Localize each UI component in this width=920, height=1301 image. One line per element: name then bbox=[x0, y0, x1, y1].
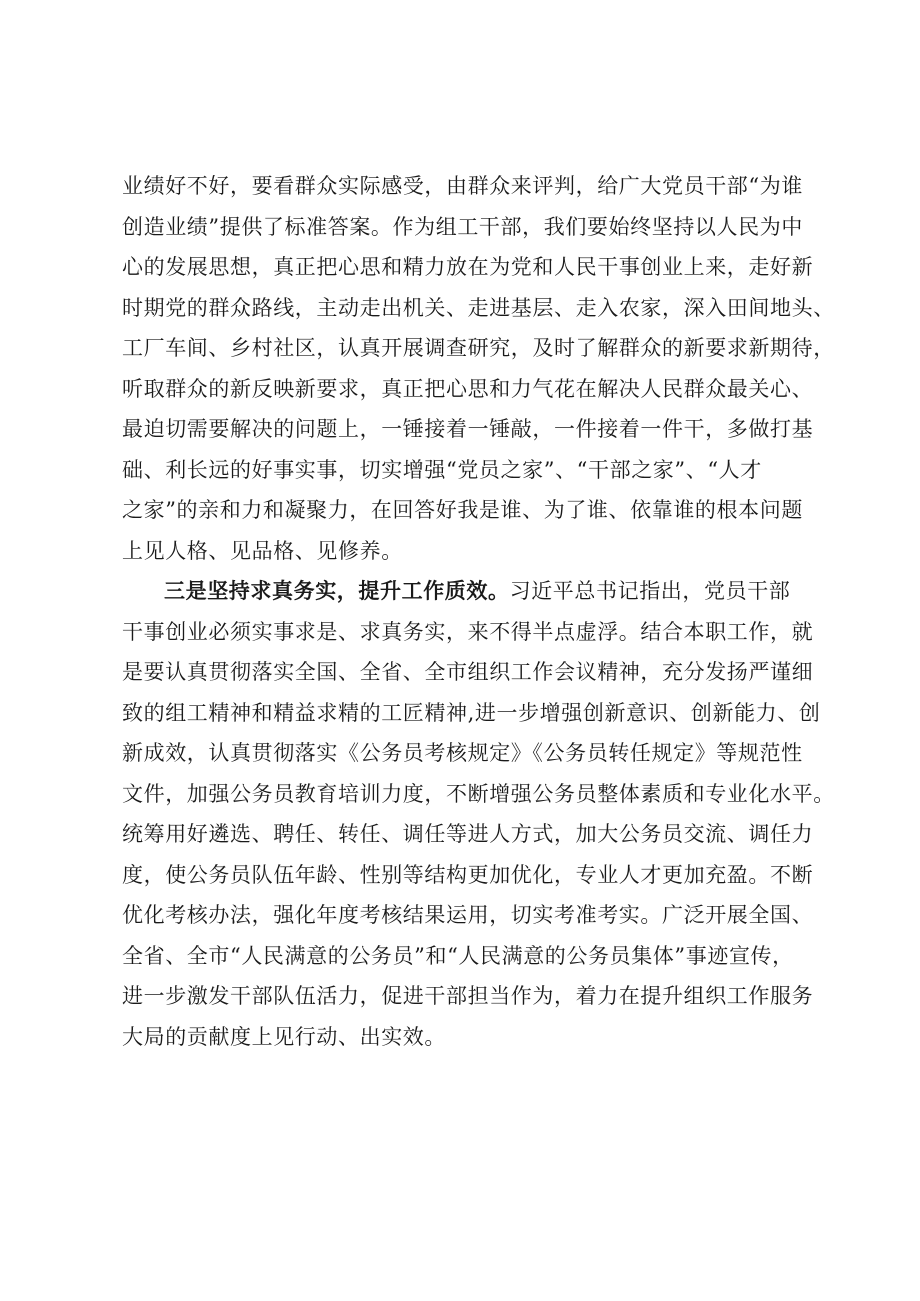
paragraph-line: 统筹用好遴选、聘任、转任、调任等进人方式，加大公务员交流、调任力 bbox=[122, 822, 814, 846]
paragraph-2 bbox=[122, 571, 842, 1057]
paragraph-first-line bbox=[122, 571, 842, 612]
paragraph-line: 干事创业必须实事求是、求真务实，来不得半点虚浮。结合本职工作，就 bbox=[122, 619, 814, 644]
paragraph-line: 致的组工精神和精益求精的工匠精神,进一步增强创新意识、创新能力、创 bbox=[122, 700, 821, 725]
paragraph-line: 之家”的亲和力和凝聚力，在回答好我是谁、为了谁、依靠谁的根本问题 bbox=[122, 498, 803, 522]
paragraph-line: 听取群众的新反映新要求，真正把心思和力气花在解决人民群众最关心、 bbox=[122, 376, 814, 401]
paragraph-1 bbox=[122, 166, 842, 571]
paragraph-line: 是要认真贯彻落实全国、全省、全市组织工作会议精神，充分发扬严谨细 bbox=[122, 660, 814, 684]
section-heading: 三是坚持求真务实，提升工作质效。 bbox=[164, 579, 510, 603]
paragraph-line: 优化考核办法，强化年度考核结果运用，切实考准考实。广泛开展全国、 bbox=[122, 903, 814, 927]
paragraph-line: 业绩好不好，要看群众实际感受，由群众来评判，给广大党员干部“为谁 bbox=[122, 174, 803, 198]
paragraph-line: 文件，加强公务员教育培训力度，不断增强公务员整体素质和专业化水平。 bbox=[122, 781, 835, 806]
paragraph-line: 上见人格、见品格、见修养。 bbox=[122, 538, 403, 563]
paragraph-line: 度，使公务员队伍年龄、性别等结构更加优化，专业人才更加充盈。不断 bbox=[122, 862, 814, 887]
paragraph-line: 全省、全市“人民满意的公务员”和“人民满意的公务员集体”事迹宣传， bbox=[122, 943, 794, 968]
paragraph-line: 创造业绩”提供了标准答案。作为组工干部，我们要始终坚持以人民为中 bbox=[122, 214, 803, 239]
paragraph-line: 础、利长远的好事实事，切实增强“党员之家”、“干部之家”、“人才 bbox=[122, 457, 762, 482]
paragraph-line: 工厂车间、乡村社区，认真开展调查研究，及时了解群众的新要求新期待， bbox=[122, 336, 835, 360]
paragraph-line: 大局的贡献度上见行动、出实效。 bbox=[122, 1024, 446, 1049]
paragraph-first-line-text: 习近平总书记指出，党员干部 bbox=[509, 579, 791, 603]
paragraph-line: 新成效，认真贯彻落实《公务员考核规定》《公务员转任规定》等规范性 bbox=[122, 741, 803, 765]
paragraph-line: 最迫切需要解决的问题上，一锤接着一锤敲，一件接着一件干，多做打基 bbox=[122, 417, 814, 441]
paragraph-line: 进一步激发干部队伍活力，促进干部担当作为，着力在提升组织工作服务 bbox=[122, 984, 814, 1008]
paragraph-line: 时期党的群众路线，主动走出机关、走进基层、走入农家，深入田间地头、 bbox=[122, 295, 835, 320]
paragraph-line: 心的发展思想，真正把心思和精力放在为党和人民干事创业上来，走好新 bbox=[122, 255, 814, 279]
